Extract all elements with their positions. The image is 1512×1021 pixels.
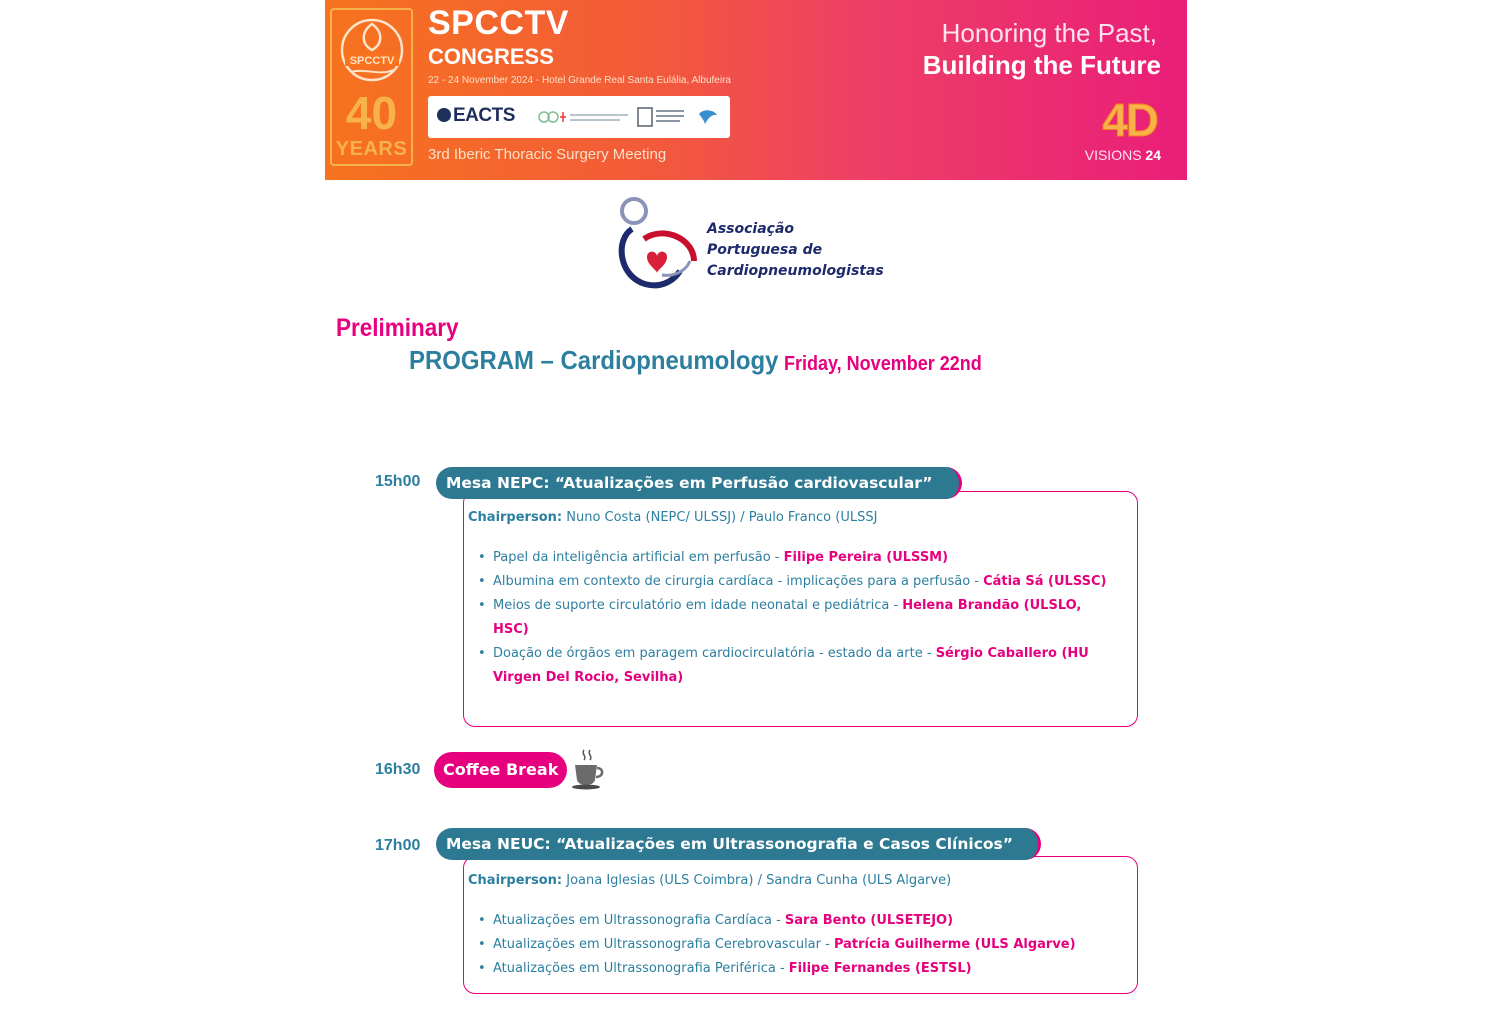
banner-dates: 22 - 24 November 2024 - Hotel Grande Real Santa Eulália, Albufeira <box>428 75 731 86</box>
talk-item: • Atualizações em Ultrassonografia Periférica - Filipe Fernandes (ESTSL) <box>478 957 1138 981</box>
talk-item: • Albumina em contexto de cirurgia cardíaca - implicações para a perfusão - Cátia Sá (ULSSC) <box>478 570 1118 594</box>
session-card <box>463 856 1138 994</box>
logo-years-number: 40 <box>345 87 398 139</box>
partner-logo <box>696 106 720 128</box>
banner-subtitle: CONGRESS <box>428 44 554 69</box>
association-name: Associação Portuguesa de Cardiopneumologistas <box>707 221 884 279</box>
session-card <box>463 491 1138 727</box>
partner-logo <box>536 106 631 128</box>
coffee-time: 16h30 <box>375 761 421 778</box>
spcctv-40-years-logo <box>330 8 413 166</box>
tagline-line-2: Building the Future <box>922 50 1161 80</box>
partner-logo <box>636 106 688 128</box>
talk-item: • Papel da inteligência artificial em perfusão - Filipe Pereira (ULSSM) <box>478 546 1118 570</box>
4d-logo: 4D <box>1102 94 1157 146</box>
session-time: 15h00 <box>375 473 421 490</box>
eacts-logo: EACTS <box>437 105 515 127</box>
program-day: Friday, November 22nd <box>784 353 982 375</box>
association-logo <box>614 195 700 291</box>
talk-item: • Atualizações em Ultrassonografia Cerebrovascular - Patrícia Guilherme (ULS Algarve) <box>478 933 1138 957</box>
talk-list <box>478 909 1138 981</box>
logo-text: SPCCTV <box>349 55 395 67</box>
talk-item: • Meios de suporte circulatório em idade neonatal e pediátrica - Helena Brandão (ULSLO, HSC) <box>478 594 1118 642</box>
talk-list <box>478 546 1118 690</box>
banner-meeting: 3rd Iberic Thoracic Surgery Meeting <box>428 146 667 163</box>
program-title: PROGRAM – Cardiopneumology <box>409 345 779 375</box>
visions-label: VISIONS 24 <box>1084 147 1161 163</box>
talk-item: • Doação de órgãos em paragem cardiocirculatória - estado da arte - Sérgio Caballero (HU Virgen Del Rocio, Sevilha) <box>478 642 1118 690</box>
logo-years-label: YEARS <box>335 138 408 160</box>
preliminary-label: Preliminary <box>336 314 459 342</box>
partner-logos <box>428 96 730 138</box>
tagline-line-1: Honoring the Past, <box>941 18 1157 48</box>
chairperson: Chairperson: Joana Iglesias (ULS Coimbra) / Sandra Cunha (ULS Algarve) <box>468 873 952 888</box>
talk-item: • Atualizações em Ultrassonografia Cardíaca - Sara Bento (ULSETEJO) <box>478 909 1138 933</box>
session-title-pill: Mesa NEUC: “Atualizações em Ultrassonografia e Casos Clínicos” <box>436 828 1041 860</box>
spcctv-logo <box>337 16 407 88</box>
session-time: 17h00 <box>375 837 421 854</box>
congress-banner <box>325 0 1187 180</box>
session-title-pill: Mesa NEPC: “Atualizações em Perfusão cardiovascular” <box>436 467 962 499</box>
banner-title: SPCCTV <box>428 4 569 42</box>
coffee-break-pill: Coffee Break <box>434 752 567 788</box>
chairperson: Chairperson: Nuno Costa (NEPC/ ULSSJ) / Paulo Franco (ULSSJ <box>468 510 878 525</box>
coffee-cup-icon <box>570 748 606 790</box>
